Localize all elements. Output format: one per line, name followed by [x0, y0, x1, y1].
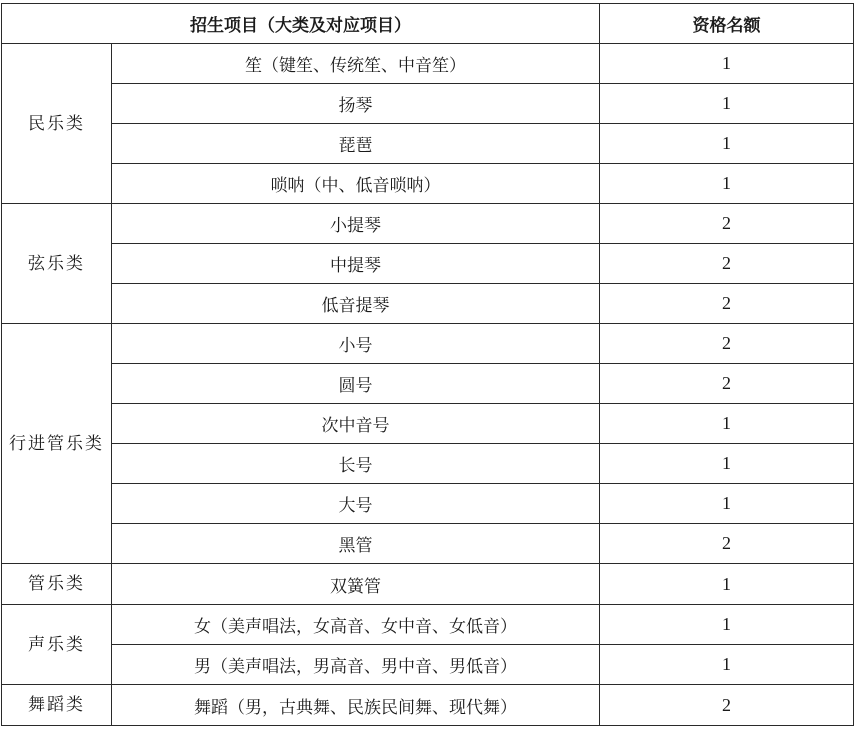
- item-name: 扬琴: [112, 84, 600, 124]
- table-row: [2, 404, 854, 444]
- table-row: [2, 244, 854, 284]
- item-name: 大号: [112, 484, 600, 524]
- header-quota: 资格名额: [600, 4, 854, 44]
- table-row: [2, 124, 854, 164]
- item-quota: 2: [600, 524, 854, 564]
- item-name: 黑管: [112, 524, 600, 564]
- item-quota: 2: [600, 284, 854, 324]
- item-name: 双簧管: [112, 564, 600, 605]
- item-quota: 1: [600, 404, 854, 444]
- category-dance: 舞蹈类: [2, 685, 112, 726]
- item-quota: 1: [600, 605, 854, 645]
- item-quota: 2: [600, 685, 854, 726]
- table-row: [2, 204, 854, 244]
- table-row: [2, 44, 854, 84]
- category-strings: 弦乐类: [2, 204, 112, 324]
- category-vocal: 声乐类: [2, 605, 112, 685]
- table-row: [2, 164, 854, 204]
- item-quota: 1: [600, 84, 854, 124]
- table-row: [2, 84, 854, 124]
- item-quota: 1: [600, 484, 854, 524]
- item-quota: 2: [600, 364, 854, 404]
- table-row: [2, 484, 854, 524]
- item-name: 低音提琴: [112, 284, 600, 324]
- table-row: [2, 284, 854, 324]
- item-quota: 2: [600, 324, 854, 364]
- table-row: [2, 324, 854, 364]
- item-quota: 1: [600, 44, 854, 84]
- item-name: 小号: [112, 324, 600, 364]
- item-quota: 1: [600, 124, 854, 164]
- item-name: 琵琶: [112, 124, 600, 164]
- item-name: 次中音号: [112, 404, 600, 444]
- item-name: 唢呐（中、低音唢呐）: [112, 164, 600, 204]
- table-row: [2, 685, 854, 726]
- item-name: 舞蹈（男，古典舞、民族民间舞、现代舞）: [112, 685, 600, 726]
- category-marching-band: 行进管乐类: [2, 324, 112, 564]
- enrollment-table: [1, 3, 854, 726]
- table-row: [2, 564, 854, 605]
- item-quota: 1: [600, 645, 854, 685]
- category-wind: 管乐类: [2, 564, 112, 605]
- table-header-row: [2, 4, 854, 44]
- item-name: 笙（键笙、传统笙、中音笙）: [112, 44, 600, 84]
- table-row: [2, 645, 854, 685]
- item-name: 男（美声唱法，男高音、男中音、男低音）: [112, 645, 600, 685]
- item-name: 小提琴: [112, 204, 600, 244]
- item-name: 圆号: [112, 364, 600, 404]
- item-name: 中提琴: [112, 244, 600, 284]
- item-name: 长号: [112, 444, 600, 484]
- item-quota: 2: [600, 204, 854, 244]
- header-project: 招生项目（大类及对应项目）: [2, 4, 600, 44]
- item-quota: 1: [600, 444, 854, 484]
- item-quota: 1: [600, 164, 854, 204]
- item-quota: 1: [600, 564, 854, 605]
- table-row: [2, 605, 854, 645]
- table-row: [2, 364, 854, 404]
- table-row: [2, 524, 854, 564]
- category-folk: 民乐类: [2, 44, 112, 204]
- item-quota: 2: [600, 244, 854, 284]
- table-row: [2, 444, 854, 484]
- item-name: 女（美声唱法，女高音、女中音、女低音）: [112, 605, 600, 645]
